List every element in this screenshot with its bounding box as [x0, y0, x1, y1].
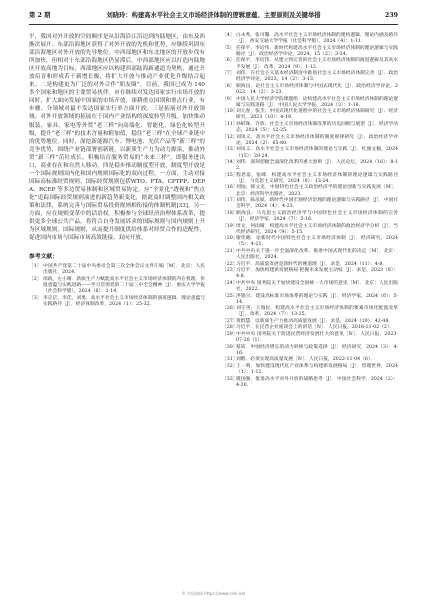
- reference-text: 中共中央 国务院关于促进民营经济发展壮大的意见［N］．人民日报，2023-07-20（1）．: [236, 331, 398, 344]
- reference-text: 刘伟，陈彦斌．新时代中国宏观经济治理的理论逻辑与实践路径［J］．中国社会科学，2024（4）：4-23．: [236, 198, 398, 210]
- reference-number: ［22］: [222, 261, 238, 267]
- reference-text: 黄群慧．以新质生产力推动高质量发展［J］．求是，2024（10）：42-48．: [236, 318, 394, 324]
- reference-text: 蔡昉．中国经济增长的动力转换与政策选择［J］．经济研究，2024（3）：4-16．: [236, 344, 398, 356]
- reference-text: 习近平．加快构建新发展格局 把握未来发展主动权［J］．求是，2023（8）：4-8．: [236, 268, 398, 280]
- running-header: [29, 9, 398, 22]
- reference-number: ［16］: [222, 185, 238, 191]
- reference-text: 刘伟．在社会主义基本经济制度中推进社会主义市场经济体制完善［J］．政治经济学评论，2023，14（2）：3-13．: [236, 71, 398, 83]
- reference-text: 习近平．在民营企业座谈会上的讲话［N］．人民日报，2018-11-02（2）．: [236, 325, 395, 331]
- reference-item: [222, 224, 398, 236]
- reference-number: ［13］: [222, 147, 238, 153]
- reference-number: ［28］: [222, 325, 238, 331]
- reference-number: ［32］: [222, 363, 238, 369]
- reference-text: 刘伟．深刻把握全面深化改革的重大原则［J］．人民论坛，2024（16）：8-12．: [236, 160, 398, 172]
- reference-text: 刘元春，张杰．中国式现代化进程中的社会主义市场经济体制研究［J］．经济研究，2023（10）：4-19．: [236, 109, 398, 121]
- reference-text: 王一鸣．加快建设现代化产业体系与构建新发展格局［J］．管理世界，2024（1）：1-12．: [236, 363, 398, 376]
- reference-text: 刘守英，王瑞民．构建高水平社会主义市场经济体制的要素市场化配置改革［J］．改革，2024（7）：13-25．: [236, 306, 398, 318]
- reference-number: ［9］: [222, 96, 235, 102]
- reference-text: 刘凤义．高水平社会主义市场经济体制的制度规律研究［J］．政治经济学评论，2024（2）：65-80．: [236, 134, 398, 146]
- reference-number: ［18］: [222, 210, 238, 216]
- reference-item: [222, 58, 398, 70]
- reference-number: ［25］: [222, 293, 238, 299]
- reference-text: 程恩富，张峰．构建高水平社会主义市场经济体制的理论逻辑与实践路径［J］．马克思主义研究，2024（8）：13-24．: [236, 172, 398, 184]
- reference-item: [222, 33, 398, 45]
- reference-number: ［2］: [29, 276, 42, 282]
- reference-text: 洪银兴．建设高标准市场体系的理论与实践［J］．经济学家，2024（6）：5-14．: [236, 293, 398, 305]
- reference-item: [222, 109, 398, 121]
- footer-watermark: © 中国知网 https://www.cnki.net: [181, 591, 246, 596]
- reference-item: [222, 71, 398, 83]
- reference-item: [222, 97, 398, 109]
- reference-item: [222, 185, 398, 197]
- reference-text: 刘灿，韩文龙．中国特色社会主义政治经济学的理论创新与实践发展［M］．北京：经济科学出版社，2023．: [236, 185, 398, 197]
- right-column: [222, 33, 398, 389]
- header-rule: [29, 24, 398, 25]
- reference-item: [222, 122, 398, 134]
- reference-item: [222, 377, 398, 389]
- reference-number: ［8］: [222, 83, 235, 89]
- reference-item: [222, 147, 398, 159]
- reference-number: ［6］: [222, 58, 235, 64]
- reference-item: [222, 281, 398, 293]
- reference-item: [222, 173, 398, 185]
- reference-text: 习近平．高质量发展是新时代的硬道理［J］．求是，2024（11）：4-8．: [236, 261, 388, 267]
- reference-item: [222, 84, 398, 96]
- left-column: [29, 33, 205, 309]
- reference-number: ［29］: [222, 331, 238, 337]
- reference-item: [222, 198, 398, 210]
- reference-item: [222, 135, 398, 147]
- reference-item: [222, 236, 398, 248]
- reference-item: [222, 268, 398, 280]
- reference-item: [222, 357, 398, 363]
- reference-text: 周文，何雨晴．构建高水平社会主义市场经济体制的政治经济学分析［J］．当代经济研究，2024（9）：5-15．: [236, 223, 398, 235]
- reference-number: ［24］: [222, 280, 238, 286]
- reference-number: ［12］: [222, 134, 238, 140]
- reference-item: [222, 294, 398, 306]
- reference-text: 顾海良．马克思主义政治经济学与中国特色社会主义市场经济体制的完善［J］．经济学家，2024（7）：5-16．: [236, 210, 398, 223]
- reference-text: 谢伏瞻．论新时代中国特色社会主义市场经济体制［J］．经济研究，2024（5）：4-21．: [236, 236, 398, 248]
- reference-number: ［20］: [222, 236, 238, 242]
- reference-number: ［5］: [222, 45, 235, 51]
- reference-number: ［19］: [222, 223, 238, 229]
- reference-text: 中国共产党第二十届中央委员会第三次全体会议文件汇编［M］．北京：人民出版社，2024．: [43, 264, 205, 276]
- reference-number: ［26］: [222, 306, 238, 312]
- reference-text: 顾海良．论社会主义市场经济体制与中国式现代化［J］．政治经济学评论，2023，14（2）：3-23．: [236, 83, 398, 96]
- reference-item: [222, 160, 398, 172]
- reference-item: [29, 264, 205, 276]
- reference-number: ［11］: [222, 121, 238, 127]
- reference-text: 中国人民大学经济学院课题组．论构建高水平社会主义市场经济体制的理论逻辑与实践进路［J］．中国人民大学学报，2024（3）：1-16．: [236, 96, 398, 108]
- reference-item: [222, 262, 398, 268]
- reference-item: [222, 332, 398, 344]
- reference-item: [222, 306, 398, 318]
- issue-number: 第 2 期: [29, 12, 51, 19]
- reference-number: ［30］: [222, 344, 238, 350]
- reference-item: [29, 296, 205, 308]
- reference-number: ［17］: [222, 198, 238, 204]
- reference-number: ［15］: [222, 172, 238, 178]
- reference-number: ［31］: [222, 357, 238, 363]
- reference-list-left: [29, 264, 205, 308]
- reference-number: ［10］: [222, 109, 238, 115]
- reference-item: [222, 345, 398, 357]
- reference-text: 任保平，李培伟．从建立到完善的社会主义市场经济体制的演进逻辑及其高水平发展［J］．改革，2024（9）：1-12．: [236, 58, 398, 70]
- reference-number: ［3］: [29, 295, 42, 301]
- reference-number: ［7］: [222, 71, 235, 77]
- reference-number: ［27］: [222, 318, 238, 324]
- running-title: 刘晓玲：构建高水平社会主义市场经济体制的逻辑意蕴、主要原则及关键举措: [106, 12, 321, 19]
- reference-item: [222, 325, 398, 331]
- reference-item: [222, 211, 398, 223]
- body-paragraph: 平，我国对外开放的空间顺序是从沿海沿江沿边到内陆地区，由东及西渐次展开。东部沿海地区获得了对外开放的先机和优势，应继续巩固东部沿海地区对外开放的先导地位。中西部地区和东北地区的开放步伐有所加快，但相对于东部沿海地区仍显滞后。中西部地区应以打造内陆地区开放高地为目标，西部地区应以构建西部陆海新通道为契机，通过开放培育和形成若干新增长极，将扩大开放与推动产业优化升级结合起来。二是构建更为广泛的对外合作“朋友圈”。目前，我国已成为 140 多个国家和地区的主要贸易伙伴。应在继续对发达国家实行市场开放的同时，扩大面向发展中国家的市场开放，深耕重点国别和重点行业，有步骤、分领域对最不发达国家实行单方面开放。三是拓展对外开放领域。对外开放领域的拓展在于国内产业结构的深度转型升级。加快推动服装、家具、家电等外贸“老三样”向高端化、智能化、绿色化转型升级，提升“老三样”的技术含量和附加值，稳住“老三样”在全球产业链中的优势地位。同时，深挖新能源汽车、锂电池、光伏产品等“新三样”的竞争优势，围绕产业链部署创新链，以新质生产力为动力源泉，推动外贸“新三样”茁壮成长。积极培育服务贸易的“未来三样”，即服务进出口、商业存在和自然人移动。四是稳步推动制度型开放。制度型开放是一个国际规则国内化和国内规则国际化的双向过程。一方面，主动对接国际高标准经贸规则。国际经贸规则包括WTO、FTA、CPTPP、DEPA、RCEP 等多边贸易体制和区域贸易协定。应“全景化”透视和“焦点化”追踪国际经贸规则演进的新趋势新变化，据此及时调整国内相关政策和法律，系统完善与国际贸易投资规则相衔接的体制机制[33]。另一方面，应在规则变革中的话语权。积极参与全球经济治理体系改革，提供更多全球公共产品。将符合自身发展诉求的国际规则与国内规则上升为区域规则、国际规则，从而提升制度供给体系对经贸合作的适配性，促进国内市场与国际市场高效链接、双向开放。: [29, 34, 205, 242]
- reference-text: 刘凤义．高水平社会主义市场经济体制的理论与实践［J］．红旗文稿，2024（15）：20-24．: [236, 147, 398, 159]
- reference-text: 李京京，李佳，刘勇．高水平社会主义市场经济体制的演进逻辑、理论意蕴与实践路径［J］．经济体制改革，2024（1）：25-32．: [43, 295, 205, 308]
- reference-number: ［4］: [222, 33, 235, 38]
- reference-text: 任保平，李培伟．新时代构建高水平社会主义市场经济体制的理论逻辑与实践路径［J］．政治经济学评论，2024，15（2）：3-24．: [236, 45, 398, 57]
- reference-text: 徐政，左小晴．新质生产力赋能高水平社会主义市场经济体制的内在机理、价值意蕴与实践进路——学习贯彻党的二十届三中全会精神［J］．重庆大学学报（社会科学版），2024（6）：1-14．: [43, 276, 205, 295]
- reference-text: 孙蚌珠，许欣．社会主义市场经济体制改革的历史回顾与展望［J］．经济学动态，2024（5）：12-25．: [236, 121, 398, 134]
- reference-number: ［14］: [222, 160, 238, 166]
- page-number: 239: [384, 12, 398, 19]
- reference-list-right: [222, 33, 398, 389]
- reference-number: ［1］: [29, 264, 42, 270]
- reference-text: 隆国强．推进高水平对外开放的战略思考［J］．中国社会科学，2024（2）：4-20．: [236, 376, 398, 388]
- reference-item: [29, 277, 205, 296]
- reference-number: ［23］: [222, 268, 238, 274]
- reference-text: 白永秀，张可馨．高水平社会主义市场经济体制的建构逻辑、理论内涵及路径［J］．西安交通大学学报（社会科学版），2024（4）：1-11．: [236, 33, 398, 45]
- reference-text: 中共中央 国务院关于加快建设全国统一大市场的意见［M］．北京：人民出版社，2022．: [236, 280, 398, 293]
- reference-number: ［33］: [222, 376, 238, 382]
- reference-item: [222, 364, 398, 376]
- reference-number: ［21］: [222, 248, 238, 254]
- reference-text: 刘鹤．必须实现高质量发展［N］．人民日报，2022-11-04（6）．: [236, 357, 376, 363]
- reference-text: 中共中央关于进一步全面深化改革、推进中国式现代化的决定［M］．北京：人民出版社，2024．: [236, 248, 398, 261]
- reference-item: [222, 249, 398, 261]
- references-heading: 参考文献：: [29, 254, 58, 261]
- reference-item: [222, 46, 398, 58]
